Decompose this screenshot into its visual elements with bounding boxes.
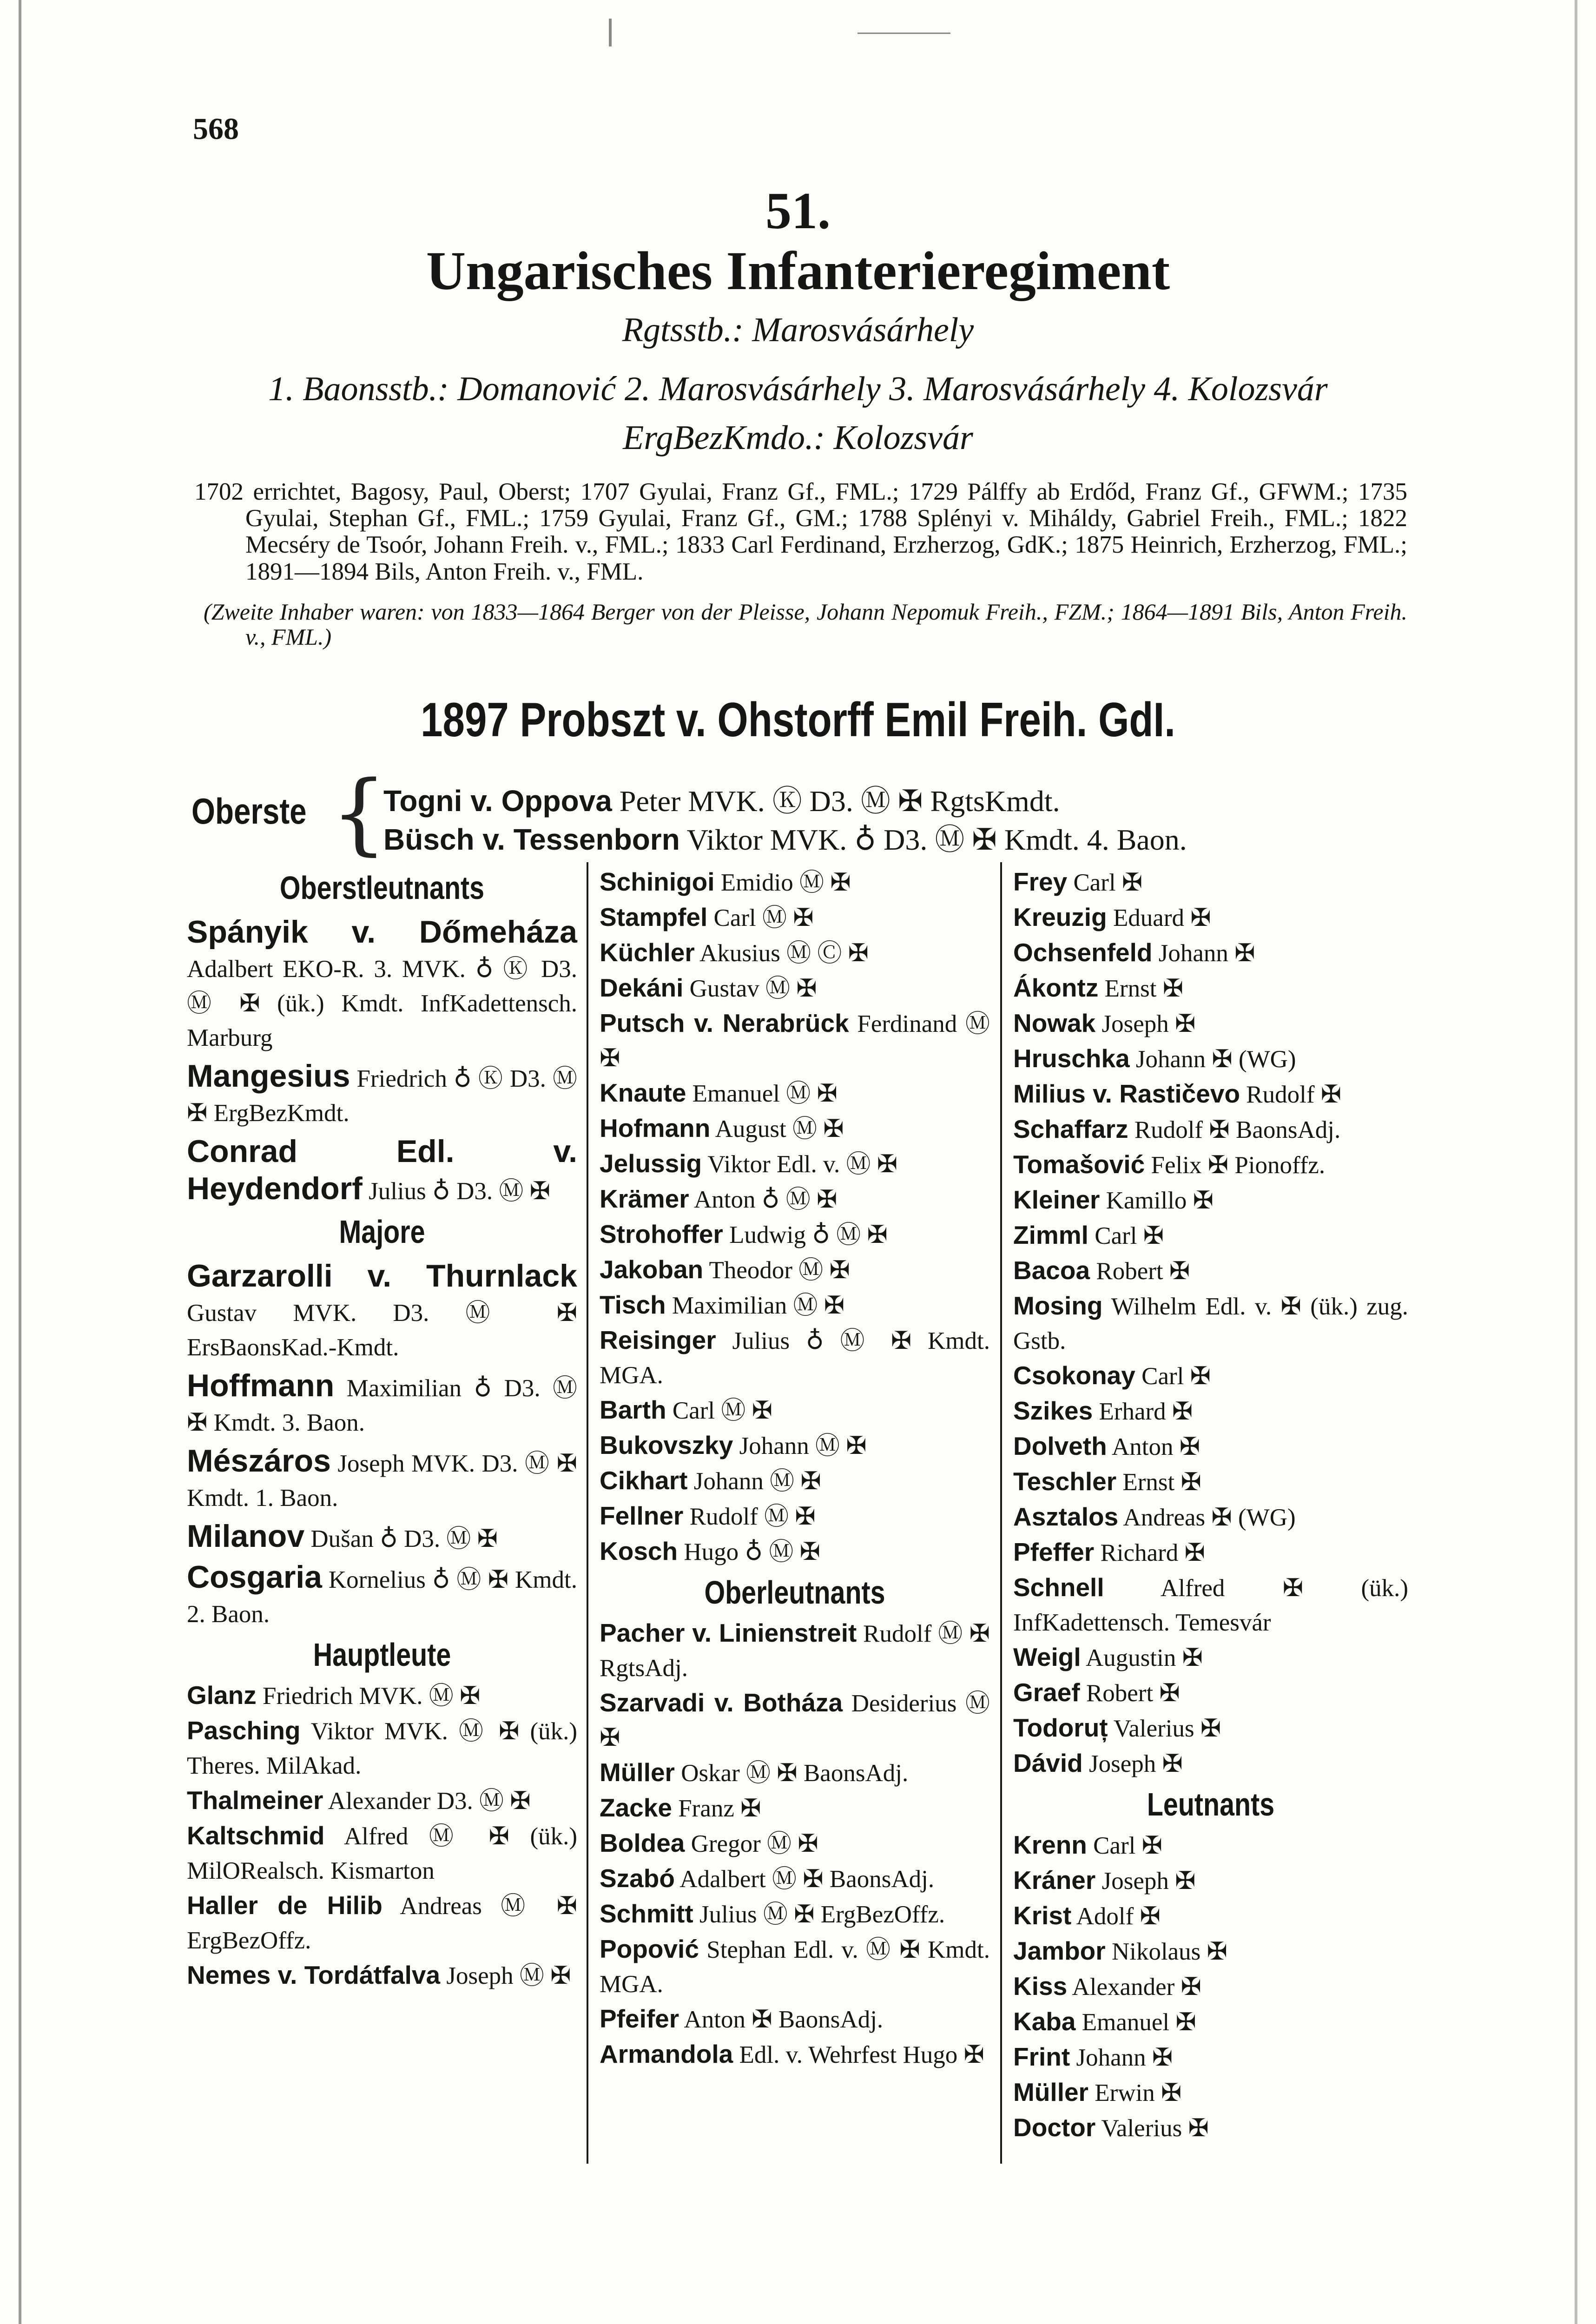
officer-details: Kamillo ✠ — [1106, 1187, 1214, 1214]
officer-entry — [600, 1182, 990, 1217]
officer-name: Barth — [600, 1395, 666, 1424]
officer-details: Carl Ⓜ ✠ — [672, 1397, 773, 1424]
officer-name: Pfeffer — [1013, 1538, 1095, 1566]
officer-name: Cosgaria — [187, 1559, 322, 1595]
officer-entry — [1013, 1147, 1408, 1182]
officer-name: Haller de Hilib — [187, 1891, 383, 1920]
officer-entry — [1013, 1570, 1408, 1640]
officer-entry — [600, 1217, 990, 1252]
officer-entry — [1013, 1828, 1408, 1863]
officer-entry — [1013, 1464, 1408, 1499]
column-1 — [187, 865, 577, 1993]
officer-name: Dávid — [1013, 1749, 1083, 1777]
officer-entry — [187, 915, 577, 1055]
officer-name: Hruschka — [1013, 1044, 1130, 1073]
officer-details: Dušan ♁ D3. Ⓜ ✠ — [310, 1525, 498, 1552]
officer-name: Strohoffer — [600, 1220, 723, 1248]
majore-list — [187, 1259, 577, 1631]
officer-entry — [187, 1444, 577, 1515]
officer-entry — [1013, 1182, 1408, 1218]
officer-entry — [1013, 1393, 1408, 1429]
officer-entry — [1013, 1358, 1408, 1393]
officer-details: Emanuel ✠ — [1082, 2009, 1196, 2036]
leutnants-list — [1013, 1828, 1408, 2146]
officer-details: Kornelius ♁ Ⓜ ✠ Kmdt. 2. Baon. — [187, 1566, 577, 1628]
officer-name: Hoffmann — [187, 1368, 335, 1403]
officer-name: Schaffarz — [1013, 1115, 1128, 1143]
oberste-row — [383, 816, 1187, 858]
officer-details: Adolf ✠ — [1076, 1903, 1161, 1930]
officer-name: Mangesius — [187, 1058, 350, 1094]
officer-entry — [1013, 2110, 1408, 2146]
officer-details: Augustin ✠ — [1086, 1644, 1203, 1671]
officer-details: Johann Ⓜ ✠ — [693, 1468, 821, 1495]
officer-entry — [600, 1252, 990, 1287]
officer-details: Carl ✠ — [1073, 869, 1143, 896]
officer-details: Adalbert EKO-R. 3. MVK. ♁ Ⓚ D3. Ⓜ ✠ (ük.) Kmdt. InfKadettensch. Marburg — [187, 956, 577, 1051]
officer-entry — [1013, 1006, 1408, 1041]
officer-details: Adalbert Ⓜ ✠ BaonsAdj. — [679, 1866, 935, 1893]
officer-name: Jambor — [1013, 1936, 1106, 1965]
officer-name: Kleiner — [1013, 1185, 1100, 1214]
officer-entry — [187, 1519, 577, 1556]
district-command-line: ErgBezKmdo.: Kolozsvár — [623, 419, 973, 457]
officer-details: Gustav MVK. D3. Ⓜ ✠ ErsBaonsKad.-Kmdt. — [187, 1300, 577, 1361]
officer-name: Krämer — [600, 1184, 689, 1213]
officer-details: Joseph ✠ — [1101, 1868, 1196, 1895]
officer-name: Garzarolli v. Thurnlack — [187, 1258, 577, 1294]
officer-entry — [1013, 935, 1408, 971]
officer-name: Pacher v. Linienstreit — [600, 1618, 857, 1647]
officer-name: Reisinger — [600, 1326, 716, 1354]
officer-name: Küchler — [600, 938, 695, 967]
officer-details: Maximilian Ⓜ ✠ — [672, 1292, 845, 1319]
officer-details: Viktor MVK. ♁ D3. Ⓜ ✠ Kmdt. 4. Baon. — [686, 823, 1187, 856]
hauptleute-list — [600, 865, 990, 1569]
officer-name: Dekáni — [600, 973, 684, 1002]
officer-name: Frint — [1013, 2042, 1070, 2071]
officer-name: Szabó — [600, 1864, 675, 1893]
officer-name: Boldea — [600, 1829, 685, 1857]
officer-name: Tomašović — [1013, 1150, 1145, 1179]
officer-details: Andreas ✠ (WG) — [1123, 1504, 1296, 1531]
section-heading: Oberstleutnants — [279, 870, 485, 906]
officer-details: Ernst ✠ — [1122, 1469, 1201, 1496]
officer-name: Büsch v. Tessenborn — [383, 823, 680, 856]
officer-details: Anton ✠ BaonsAdj. — [684, 2006, 884, 2033]
officer-details: Anton ✠ — [1112, 1433, 1200, 1460]
officer-name: Weigl — [1013, 1643, 1081, 1671]
officer-details: August Ⓜ ✠ — [715, 1116, 844, 1142]
officer-name: Tisch — [600, 1290, 666, 1319]
officer-entry — [1013, 1934, 1408, 1969]
officer-details: Emidio Ⓜ ✠ — [720, 869, 851, 896]
officer-name: Stampfel — [600, 903, 708, 931]
officer-details: Carl ✠ — [1093, 1832, 1163, 1859]
officer-details: Johann ✠ — [1158, 940, 1255, 967]
officer-details: Franz ✠ — [678, 1795, 761, 1822]
officer-name: Mészáros — [187, 1443, 331, 1479]
staff-line: Rgtsstb.: Marosvásárhely — [622, 311, 974, 349]
officer-details: Wilhelm Edl. v. ✠ (ük.) zug. Gstb. — [1013, 1293, 1408, 1354]
officer-entry — [1013, 1218, 1408, 1253]
officer-entry — [600, 1861, 990, 1896]
officer-entry — [1013, 971, 1408, 1006]
oberleutnants-list — [600, 1616, 990, 2072]
officer-details: Carl Ⓜ ✠ — [713, 905, 814, 931]
page-number: 568 — [193, 112, 239, 146]
column-divider — [587, 862, 588, 2164]
officer-entry — [1013, 900, 1408, 935]
officer-name: Knaute — [600, 1078, 686, 1107]
officer-entry — [600, 1393, 990, 1428]
officer-name: Thalmeiner — [187, 1786, 323, 1815]
page-title: Ungarisches Infanterieregiment — [426, 240, 1170, 301]
officer-entry — [1013, 1499, 1408, 1535]
officer-details: Viktor MVK. Ⓜ ✠ (ük.) Theres. MilAkad. — [187, 1718, 578, 1779]
officer-details: Alfred ✠ (ük.) InfKadettensch. Temesvár — [1013, 1575, 1409, 1636]
history-paragraph — [194, 479, 1407, 649]
officer-name: Csokonay — [1013, 1361, 1135, 1390]
officer-entry — [187, 1560, 577, 1631]
officer-entry — [187, 1134, 577, 1208]
officer-details: Ludwig ♁ Ⓜ ✠ — [729, 1221, 888, 1248]
officer-entry — [1013, 2004, 1408, 2040]
officer-name: Kaltschmid — [187, 1821, 325, 1850]
officer-entry — [187, 1958, 577, 1993]
officer-details: Nikolaus ✠ — [1111, 1938, 1227, 1965]
officer-name: Doctor — [1013, 2113, 1096, 2142]
officer-name: Krenn — [1013, 1830, 1087, 1859]
officer-details: Anton ♁ Ⓜ ✠ — [693, 1186, 838, 1213]
officer-entry — [1013, 1429, 1408, 1464]
officer-entry — [600, 1111, 990, 1146]
officer-name: Zimml — [1013, 1221, 1088, 1249]
officer-name: Pfeifer — [600, 2004, 679, 2033]
officer-name: Fellner — [600, 1501, 684, 1530]
history-text: 1702 errichtet, Bagosy, Paul, Oberst; 1707 Gyulai, Franz Gf., FML.; 1729 Pálffy ab Erdőd, Franz Gf., GFWM.; 1735 Gyulai, Stephan Gf., FML.; 1759 Gyulai, Franz Gf., GM.; 1788 Splényi v. Miháldy, Gabriel Freih., FML.; 1822 Mecséry de Tsoór, Johann Freih. v., FML.; 1833 Carl Ferdinand, Erzherzog, GdK.; 1875 Heinrich, Erzherzog, FML.; 1891—1894 Bils, Anton Freih. v., FML. — [194, 478, 1407, 585]
brace-symbol: { — [331, 762, 387, 865]
hauptleute-list — [187, 1678, 577, 1993]
officer-entry — [600, 1323, 990, 1393]
officer-details: Valerius ✠ — [1113, 1715, 1221, 1742]
officer-name: Cikhart — [600, 1466, 688, 1495]
officer-entry — [187, 1713, 577, 1783]
officer-name: Graef — [1013, 1678, 1080, 1707]
officer-entry — [1013, 1863, 1408, 1898]
officer-name: Spányik v. Dőmeháza — [187, 914, 577, 950]
officer-name: Mosing — [1013, 1291, 1103, 1320]
officer-entry — [1013, 1041, 1408, 1076]
officer-details: Valerius ✠ — [1101, 2115, 1209, 2142]
officer-details: Gustav Ⓜ ✠ — [689, 975, 817, 1002]
officer-details: Alfred Ⓜ ✠ (ük.) MilORealsch. Kismarton — [187, 1823, 577, 1884]
officer-entry — [1013, 1535, 1408, 1570]
officer-details: Desiderius Ⓜ ✠ — [600, 1690, 990, 1751]
officer-details: Joseph MVK. D3. Ⓜ ✠ Kmdt. 1. Baon. — [187, 1450, 577, 1512]
officer-details: Robert ✠ — [1096, 1258, 1190, 1285]
officer-entry — [600, 971, 990, 1006]
officer-entry — [1013, 1253, 1408, 1288]
section-heading: Oberleutnants — [704, 1574, 885, 1611]
officer-details: Hugo ♁ Ⓜ ✠ — [684, 1538, 821, 1565]
oberleutnants-list — [1013, 865, 1408, 1781]
officer-entry — [1013, 865, 1408, 900]
battalions-line: 1. Baonsstb.: Domanović 2. Marosvásárhely 3. Marosvásárhely 4. Kolozsvár — [268, 370, 1328, 408]
officer-name: Pasching — [187, 1716, 301, 1745]
officer-entry — [600, 1616, 990, 1685]
officer-name: Kráner — [1013, 1866, 1096, 1895]
officer-entry — [1013, 1112, 1408, 1147]
oberstleutnants-list — [187, 915, 577, 1208]
officer-name: Teschler — [1013, 1467, 1117, 1496]
officer-entry — [600, 1755, 990, 1790]
column-divider — [1000, 862, 1002, 2164]
officer-details: Robert ✠ — [1086, 1680, 1180, 1707]
officer-entry — [1013, 1675, 1408, 1710]
officer-details: Rudolf Ⓜ ✠ — [689, 1503, 816, 1530]
officer-details: Eduard ✠ — [1113, 905, 1211, 931]
officer-name: Frey — [1013, 867, 1068, 896]
officer-details: Julius Ⓜ ✠ ErgBezOffz. — [699, 1901, 945, 1928]
officer-name: Schinigoi — [600, 867, 715, 896]
officer-name: Ochsenfeld — [1013, 938, 1153, 967]
officer-details: Carl ✠ — [1141, 1363, 1211, 1390]
officer-name: Milanov — [187, 1519, 305, 1554]
officer-details: Andreas Ⓜ ✠ ErgBezOffz. — [187, 1893, 578, 1954]
officer-name: Togni v. Oppova — [383, 784, 612, 818]
column-3 — [1013, 865, 1408, 2146]
officer-name: Szarvadi v. Botháza — [600, 1688, 843, 1717]
officer-entry — [187, 1059, 577, 1130]
officer-name: Conrad Edl. v. Heydendorf — [187, 1134, 577, 1206]
officer-details: Ferdinand Ⓜ ✠ — [600, 1010, 990, 1072]
officer-entry — [1013, 1076, 1408, 1112]
officer-entry — [600, 1826, 990, 1861]
officer-details: Viktor Edl. v. Ⓜ ✠ — [707, 1151, 898, 1178]
officer-details: Johann ✠ — [1076, 2044, 1173, 2071]
officer-name: Armandola — [600, 2040, 733, 2068]
officer-name: Milius v. Rastičevo — [1013, 1079, 1240, 1108]
officer-entry — [1013, 1640, 1408, 1675]
officer-details: Friedrich ♁ Ⓚ D3. Ⓜ ✠ ErgBezKmdt. — [187, 1065, 577, 1127]
officer-details: Carl ✠ — [1095, 1222, 1164, 1249]
officer-entry — [600, 1534, 990, 1569]
officer-entry — [1013, 2040, 1408, 2075]
officer-entry — [600, 1685, 990, 1755]
officer-name: Bacoa — [1013, 1256, 1090, 1285]
scan-artifact — [609, 19, 612, 46]
officer-entry — [187, 1259, 577, 1365]
officer-entry — [600, 1463, 990, 1499]
officer-details: Akusius Ⓜ Ⓒ ✠ — [699, 940, 869, 967]
officer-entry — [600, 2037, 990, 2072]
officer-entry — [600, 1790, 990, 1826]
officer-name: Müller — [1013, 2078, 1088, 2106]
officer-details: Alexander ✠ — [1072, 1974, 1201, 2000]
officer-entry — [187, 1368, 577, 1440]
officer-entry — [600, 1896, 990, 1932]
officer-details: Rudolf Ⓜ ✠ RgtsAdj. — [600, 1620, 990, 1682]
officer-name: Kiss — [1013, 1972, 1068, 2000]
officer-entry — [600, 1428, 990, 1463]
officer-name: Asztalos — [1013, 1502, 1119, 1531]
officer-details: Johann Ⓜ ✠ — [739, 1433, 867, 1459]
oberste-row — [383, 777, 1060, 820]
officer-details: Erhard ✠ — [1099, 1398, 1193, 1425]
officer-details: Edl. v. Wehrfest Hugo ✠ — [739, 2041, 984, 2068]
officer-name: Zacke — [600, 1793, 672, 1822]
second-owners-note: (Zweite Inhaber waren: von 1833—1864 Berger von der Pleisse, Johann Nepomuk Freih., FZM.; 1864—1891 Bils, Anton Freih. v., FML.) — [204, 598, 1407, 650]
officer-name: Nemes v. Tordátfalva — [187, 1961, 441, 1989]
officer-entry — [187, 1888, 577, 1958]
officer-name: Glanz — [187, 1681, 257, 1710]
officer-name: Jakoban — [600, 1255, 704, 1284]
officer-name: Popović — [600, 1934, 699, 1963]
officer-entry — [600, 865, 990, 900]
officer-name: Krist — [1013, 1901, 1072, 1930]
officer-details: Johann ✠ (WG) — [1135, 1046, 1296, 1073]
officer-details: Erwin ✠ — [1095, 2080, 1182, 2106]
officer-entry — [600, 935, 990, 971]
officer-name: Dolveth — [1013, 1432, 1107, 1460]
officer-name: Bukovszky — [600, 1431, 733, 1459]
officer-name: Schnell — [1013, 1573, 1104, 1602]
officer-entry — [600, 1076, 990, 1111]
officer-details: Julius ♁ Ⓜ ✠ Kmdt. MGA. — [600, 1327, 990, 1389]
officer-name: Kaba — [1013, 2007, 1076, 2036]
section-heading: Leutnants — [1147, 1786, 1275, 1822]
officer-details: Alexander D3. Ⓜ ✠ — [328, 1788, 531, 1815]
officer-entry — [600, 1932, 990, 2001]
officer-entry — [600, 1006, 990, 1076]
officer-details: Emanuel Ⓜ ✠ — [692, 1080, 838, 1107]
officer-details: Theodor Ⓜ ✠ — [709, 1257, 850, 1284]
officer-details: Rudolf ✠ BaonsAdj. — [1134, 1116, 1341, 1143]
officer-details: Stephan Edl. v. Ⓜ ✠ Kmdt. MGA. — [600, 1936, 990, 1998]
oberste-label: Oberste — [191, 791, 307, 832]
officer-entry — [1013, 1710, 1408, 1746]
scan-artifact — [857, 33, 950, 34]
officer-entry — [600, 1146, 990, 1182]
officer-name: Jelussig — [600, 1149, 702, 1178]
officer-details: Ernst ✠ — [1104, 975, 1184, 1002]
regiment-number: 51. — [765, 182, 831, 240]
officer-entry — [1013, 1969, 1408, 2004]
officer-name: Müller — [600, 1758, 675, 1787]
officer-entry — [600, 1499, 990, 1534]
officer-details: Peter MVK. Ⓚ D3. Ⓜ ✠ RgtsKmdt. — [619, 785, 1060, 818]
owner-line: 1897 Probszt v. Ohstorff Emil Freih. GdI. — [421, 693, 1175, 747]
officer-entry — [1013, 1288, 1408, 1358]
officer-details: Joseph ✠ — [1089, 1750, 1183, 1777]
officer-name: Ákontz — [1013, 973, 1099, 1002]
officer-entry — [187, 1678, 577, 1713]
officer-details: Joseph Ⓜ ✠ — [446, 1962, 571, 1989]
column-2 — [600, 865, 990, 2072]
officer-entry — [1013, 1746, 1408, 1781]
section-heading: Hauptleute — [313, 1637, 451, 1673]
officer-name: Schmitt — [600, 1899, 693, 1928]
officer-details: Felix ✠ Pionoffz. — [1151, 1152, 1326, 1179]
officer-details: Rudolf ✠ — [1246, 1081, 1342, 1108]
officer-entry — [600, 900, 990, 935]
officer-details: Maximilian ♁ D3. Ⓜ ✠ Kmdt. 3. Baon. — [187, 1375, 577, 1436]
officer-name: Kosch — [600, 1537, 678, 1565]
officer-entry — [600, 2001, 990, 2037]
officer-entry — [187, 1783, 577, 1818]
officer-name: Hofmann — [600, 1114, 711, 1142]
officer-entry — [187, 1818, 577, 1888]
officer-details: Friedrich MVK. Ⓜ ✠ — [263, 1683, 481, 1710]
officer-name: Todoruț — [1013, 1713, 1108, 1742]
officer-entry — [1013, 2075, 1408, 2110]
officer-details: Oskar Ⓜ ✠ BaonsAdj. — [681, 1760, 909, 1787]
officer-details: Richard ✠ — [1100, 1539, 1205, 1566]
officer-name: Kreuzig — [1013, 903, 1107, 931]
officer-details: Gregor Ⓜ ✠ — [691, 1830, 818, 1857]
officer-entry — [600, 1287, 990, 1323]
officer-entry — [1013, 1898, 1408, 1934]
officer-details: Joseph ✠ — [1101, 1010, 1196, 1037]
officer-details: Julius ♁ D3. Ⓜ ✠ — [369, 1178, 551, 1205]
officer-name: Putsch v. Nerabrück — [600, 1009, 849, 1037]
section-heading: Majore — [339, 1214, 425, 1250]
officer-name: Szikes — [1013, 1396, 1093, 1425]
officer-name: Nowak — [1013, 1009, 1096, 1037]
